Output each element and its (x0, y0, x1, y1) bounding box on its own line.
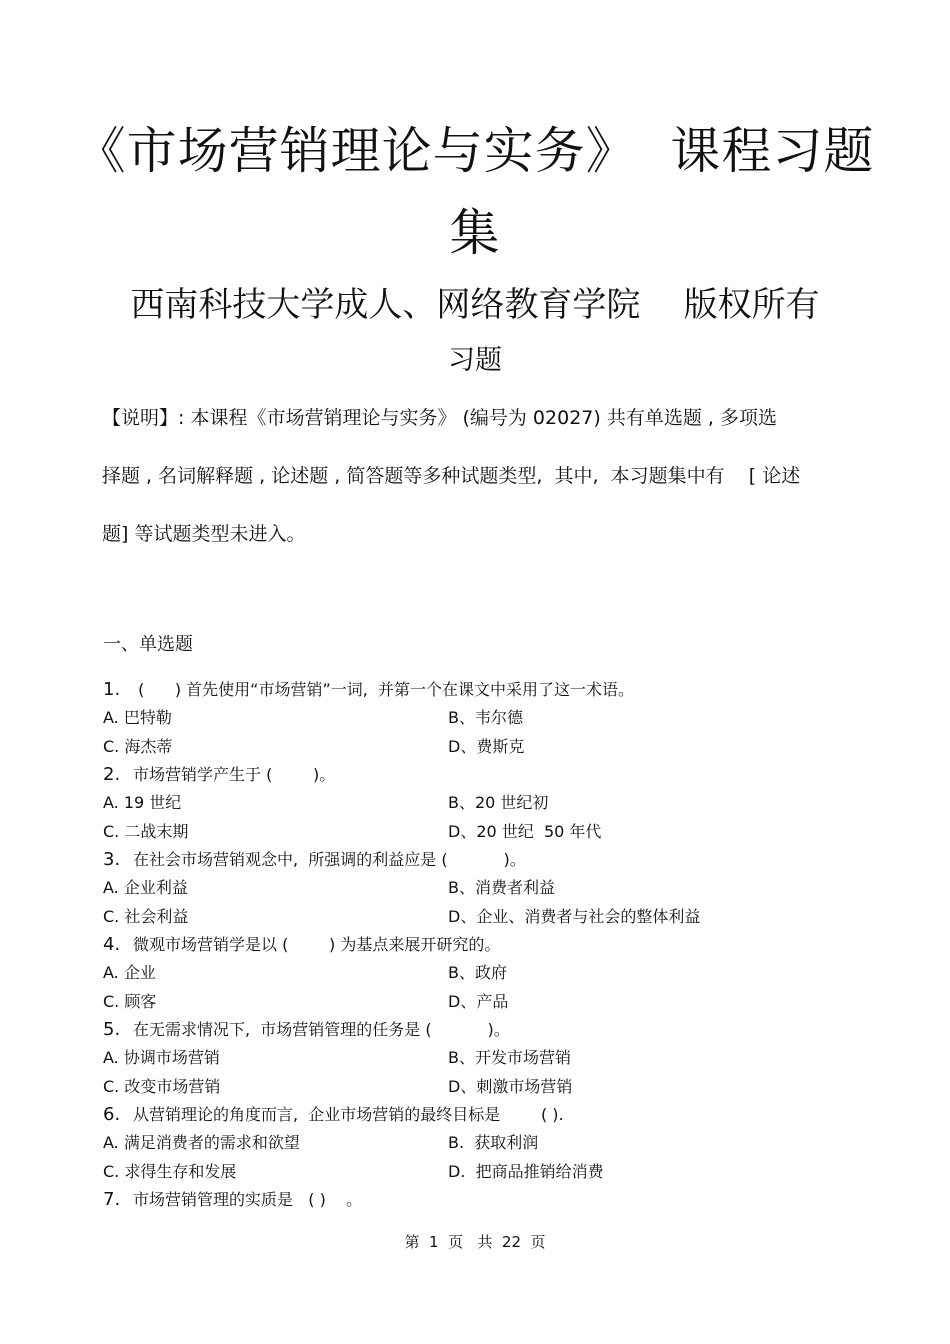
section-heading-single-choice: 一、单选题 (103, 634, 193, 655)
answer-option: C. 求得生存和发展 (103, 1161, 237, 1181)
document-title-line-1: 《市场营销理论与实务》 课程习题 (75, 122, 875, 180)
question-text: 市场营销学产生于 ( )。 (133, 765, 336, 784)
answer-option: B、20 世纪初 (448, 793, 549, 812)
section-label: 习题 (448, 345, 502, 376)
option-row (103, 1129, 863, 1158)
answer-option: B、政府 (448, 963, 507, 982)
answer-option: A. 巴特勒 (103, 708, 172, 727)
question-text: ( ) 首先使用“市场营销”一词, 并第一个在课文中采用了这一术语。 (133, 680, 635, 699)
note-line-3: 题] 等试题类型未进入。 (102, 523, 306, 545)
question-number: 6. (103, 1104, 121, 1125)
question-number: 5. (103, 1019, 121, 1040)
answer-option: B. 获取利润 (448, 1133, 539, 1152)
question-number: 7. (103, 1189, 121, 1210)
answer-option: C. 顾客 (103, 991, 157, 1011)
question-item (103, 1016, 863, 1044)
question-text: 在社会市场营销观念中, 所强调的利益应是 ( )。 (133, 850, 526, 869)
answer-option: B、开发市场营销 (448, 1048, 571, 1067)
option-row (103, 959, 863, 988)
answer-option: C. 海杰蒂 (103, 736, 173, 756)
answer-option: C. 改变市场营销 (103, 1076, 221, 1096)
option-row (103, 988, 863, 1017)
answer-option: C. 社会利益 (103, 906, 189, 926)
answer-option: D. 把商品推销给消费 (448, 1161, 604, 1181)
option-row (103, 1073, 863, 1102)
question-item (103, 1186, 863, 1214)
question-text: 微观市场营销学是以 ( ) 为基点来展开研究的。 (133, 935, 501, 954)
question-text: 在无需求情况下, 市场营销管理的任务是 ( )。 (133, 1020, 510, 1039)
option-row (103, 903, 863, 932)
option-row (103, 1044, 863, 1073)
question-number: 3. (103, 849, 121, 870)
question-text: 从营销理论的角度而言, 企业市场营销的最终目标是 ( ). (133, 1105, 564, 1124)
answer-option: C. 二战末期 (103, 821, 189, 841)
question-item (103, 676, 863, 704)
answer-option: B、消费者利益 (448, 878, 555, 897)
option-row (103, 874, 863, 903)
answer-option: B、韦尔德 (448, 708, 523, 727)
answer-option: A. 企业利益 (103, 878, 188, 897)
question-text: 市场营销管理的实质是 ( ) 。 (133, 1190, 363, 1209)
answer-option: D、刺激市场营销 (448, 1076, 573, 1096)
option-row (103, 789, 863, 818)
note-line-2: 择题 , 名词解释题 , 论述题 , 简答题等多种试题类型, 其中, 本习题集中有 [ 论述 (102, 465, 801, 487)
question-list (103, 676, 863, 1214)
document-subtitle: 西南科技大学成人、网络教育学院 版权所有 (130, 285, 820, 325)
answer-option: A. 协调市场营销 (103, 1048, 220, 1067)
option-row (103, 733, 863, 762)
question-item (103, 846, 863, 874)
question-item (103, 931, 863, 959)
answer-option: A. 满足消费者的需求和欲望 (103, 1133, 300, 1152)
option-row (103, 818, 863, 847)
answer-option: D、20 世纪 50 年代 (448, 821, 602, 841)
answer-option: D、费斯克 (448, 736, 525, 756)
answer-option: A. 19 世纪 (103, 793, 182, 812)
answer-option: D、企业、消费者与社会的整体利益 (448, 906, 701, 926)
option-row (103, 1158, 863, 1187)
answer-option: D、产品 (448, 991, 509, 1011)
question-number: 4. (103, 934, 121, 955)
option-row (103, 704, 863, 733)
question-item (103, 761, 863, 789)
page-footer: 第 1 页 共 22 页 (404, 1233, 546, 1251)
answer-option: A. 企业 (103, 963, 156, 982)
question-number: 2. (103, 764, 121, 785)
question-item (103, 1101, 863, 1129)
document-title-line-2: 集 (449, 204, 501, 262)
question-number: 1. (103, 679, 121, 700)
note-line-1: 【说明】: 本课程《市场营销理论与实务》 (编号为 02027) 共有单选题 , 多项选 (102, 407, 777, 429)
